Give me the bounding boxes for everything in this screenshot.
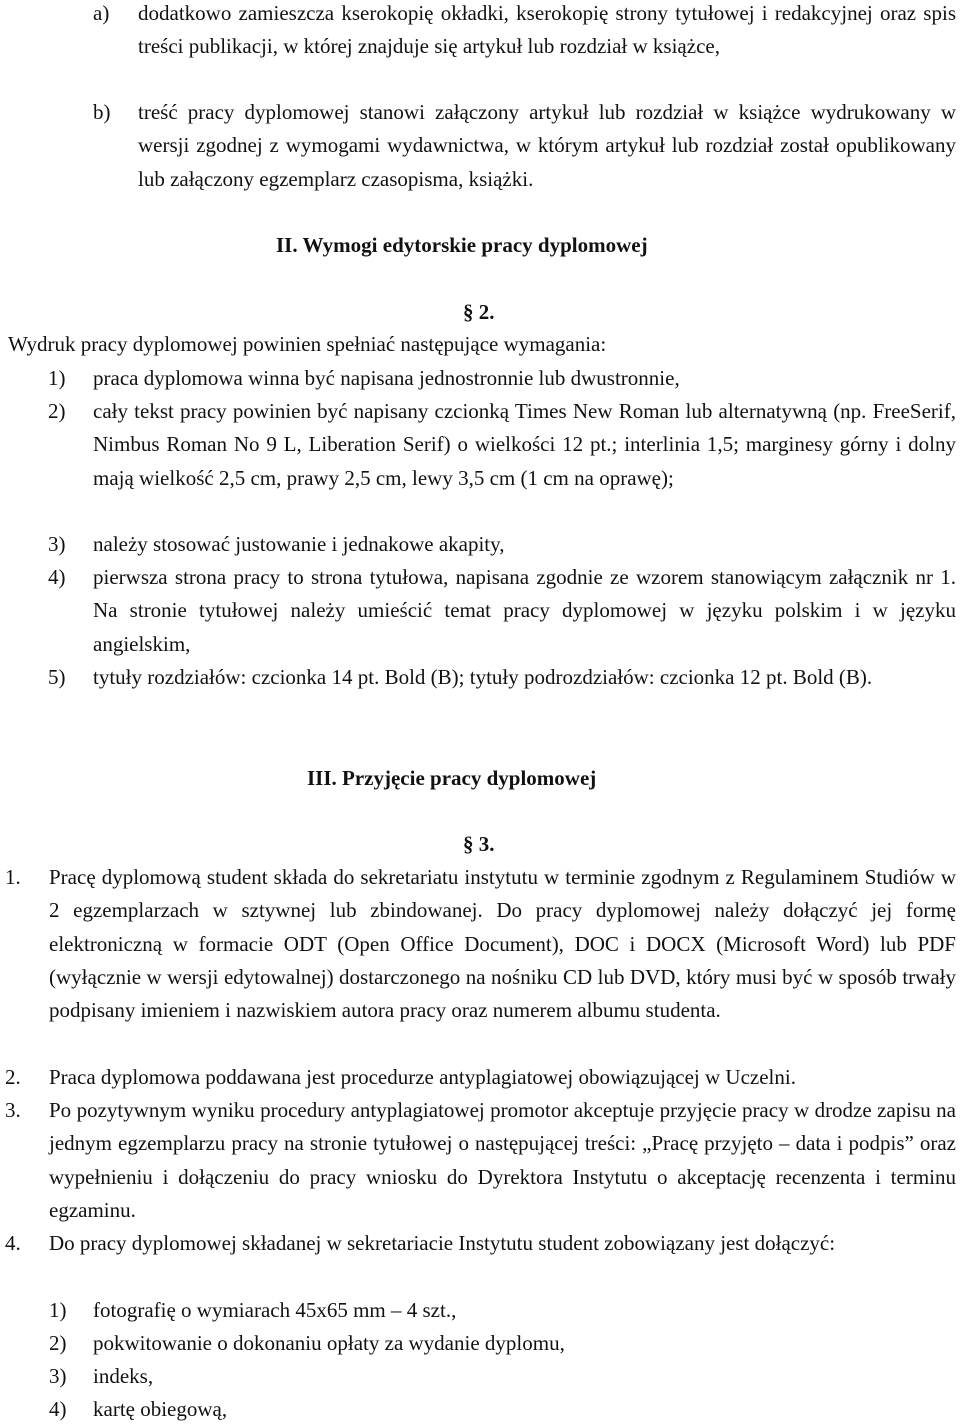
list-item-label: 3) <box>48 532 66 556</box>
sublist-item <box>49 1294 956 1327</box>
list-item-label: 4) <box>48 565 66 589</box>
section-heading: II. Wymogi edytorskie pracy dyplomowej <box>276 233 648 257</box>
list-item-text: praca dyplomowa winna być napisana jednostronnie lub dwustronnie, <box>93 366 680 390</box>
list-item <box>5 1061 956 1094</box>
sublist-item-label: 3) <box>49 1364 67 1388</box>
list-item-text: treść pracy dyplomowej stanowi załączony artykuł lub rozdział w książce wydrukowany w wersji zgodnej z wymogami wydawnictwa, w którym artykuł lub rozdział został opublikowany lub załączony egzemplarz czasopisma, książki. <box>138 100 956 191</box>
list-item <box>93 96 956 196</box>
list-item <box>5 1227 956 1260</box>
list-item <box>5 1094 956 1227</box>
paragraph-sign: § 3. <box>463 832 495 856</box>
paragraph-sign: § 2. <box>463 300 495 324</box>
list-item <box>48 561 956 661</box>
list-item-text: pierwsza strona pracy to strona tytułowa, napisana zgodnie ze wzorem stanowiącym załącznik nr 1. Na stronie tytułowej należy umieścić temat pracy dyplomowej w języku polskim i w języku angielskim, <box>93 565 956 656</box>
sublist-item-label: 1) <box>49 1298 67 1322</box>
sublist-item-text: indeks, <box>93 1364 154 1388</box>
list-item-text: należy stosować justowanie i jednakowe akapity, <box>93 532 505 556</box>
list-item-label: b) <box>93 100 111 124</box>
list-item-label: a) <box>93 1 110 25</box>
sublist-item <box>49 1393 956 1426</box>
list-item-label: 5) <box>48 665 66 689</box>
list-item-text: dodatkowo zamieszcza kserokopię okładki, kserokopię strony tytułowej i redakcyjnej oraz spis treści publikacji, w której znajduje się artykuł lub rozdział w książce, <box>138 1 956 59</box>
list-item-label: 1. <box>5 865 21 889</box>
sublist-item-text: pokwitowanie o dokonaniu opłaty za wydanie dyplomu, <box>93 1331 565 1355</box>
sublist-item-label: 4) <box>49 1397 67 1421</box>
sublist-item <box>49 1360 956 1393</box>
list-item <box>48 528 956 561</box>
list-item-label: 1) <box>48 366 66 390</box>
list-item <box>48 395 956 495</box>
list-item-label: 2. <box>5 1065 21 1089</box>
list-item <box>48 362 956 395</box>
list-item <box>5 861 956 1027</box>
list-item-text: Praca dyplomowa poddawana jest procedurze antyplagiatowej obowiązującej w Uczelni. <box>49 1065 796 1089</box>
sublist-item-label: 2) <box>49 1331 67 1355</box>
list-item-text: Do pracy dyplomowej składanej w sekretariacie Instytutu student zobowiązany jest dołączyć: <box>49 1231 836 1255</box>
sublist-item-text: fotografię o wymiarach 45x65 mm – 4 szt., <box>93 1298 457 1322</box>
section-intro: Wydruk pracy dyplomowej powinien spełniać następujące wymagania: <box>8 332 607 356</box>
list-item <box>93 0 956 64</box>
sublist-item-text: kartę obiegową, <box>93 1397 228 1421</box>
list-item <box>48 661 956 694</box>
list-item-text: cały tekst pracy powinien być napisany czcionką Times New Roman lub alternatywną (np. FreeSerif, Nimbus Roman No 9 L, Liberation Serif) o wielkości 12 pt.; interlinia 1,5; marginesy górny i dolny mają wielkość 2,5 cm, prawy 2,5 cm, lewy 3,5 cm (1 cm na oprawę); <box>93 399 956 490</box>
list-item-label: 2) <box>48 399 66 423</box>
list-item-label: 4. <box>5 1231 21 1255</box>
sublist-item <box>49 1327 956 1360</box>
list-item-text: Po pozytywnym wyniku procedury antyplagiatowej promotor akceptuje przyjęcie pracy w drodze zapisu na jednym egzemplarzu pracy na stronie tytułowej o następującej treści: „Pracę przyjęto – data i podpis” oraz wypełnieniu i dołączeniu do pracy wniosku do Dyrektora Instytutu o akceptację recenzenta i terminu egzaminu. <box>49 1098 956 1222</box>
list-item-text: tytuły rozdziałów: czcionka 14 pt. Bold (B); tytuły podrozdziałów: czcionka 12 pt. Bold (B). <box>93 665 873 689</box>
list-item-label: 3. <box>5 1098 21 1122</box>
section-heading: III. Przyjęcie pracy dyplomowej <box>307 766 597 790</box>
list-item-text: Pracę dyplomową student składa do sekretariatu instytutu w terminie zgodnym z Regulaminem Studiów w 2 egzemplarzach w sztywnej lub zbindowanej. Do pracy dyplomowej należy dołączyć jej formę elektroniczną w formacie ODT (Open Office Document), DOC i DOCX (Microsoft Word) lub PDF (wyłącznie w wersji edytowalnej) dostarczonego na nośniku CD lub DVD, który musi być w sposób trwały podpisany imieniem i nazwiskiem autora pracy oraz numerem albumu studenta. <box>49 865 956 1023</box>
